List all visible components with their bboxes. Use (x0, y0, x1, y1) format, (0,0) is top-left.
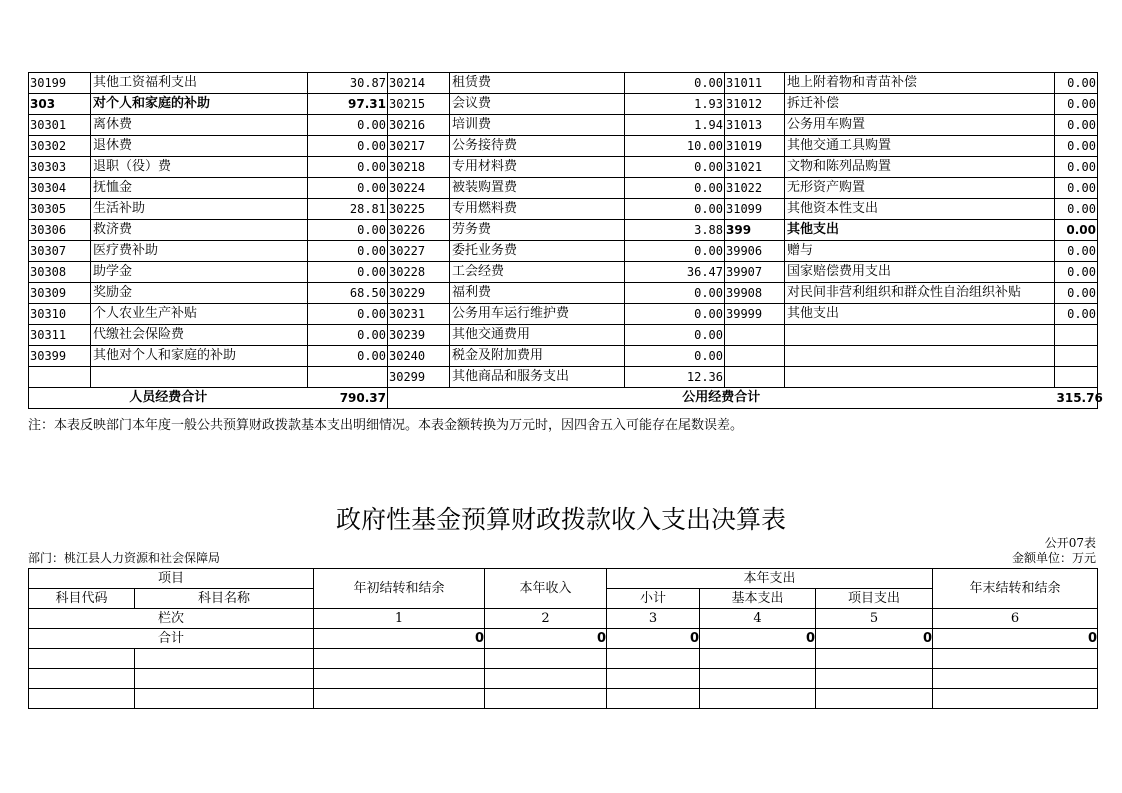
table-row (29, 220, 1098, 241)
table-note: 注：本表反映部门本年度一般公共预算财政拨款基本支出明细情况。本表金额转换为万元时，因四舍五入可能存在尾数误差。 (28, 418, 744, 433)
subject-code: 30229 (388, 283, 450, 304)
subject-code: 30309 (29, 283, 91, 304)
amount (308, 367, 388, 388)
subject-name: 福利费 (450, 283, 625, 304)
subject-code: 30231 (388, 304, 450, 325)
amount: 0.00 (1055, 157, 1098, 178)
header-subject-name: 科目名称 (135, 589, 314, 609)
subject-code: 30308 (29, 262, 91, 283)
total-value: 0 (485, 629, 607, 649)
table-row (29, 136, 1098, 157)
amount: 0.00 (1055, 178, 1098, 199)
amount: 0.00 (625, 304, 725, 325)
subject-code: 30305 (29, 199, 91, 220)
header-project: 项目支出 (816, 589, 933, 609)
amount: 0.00 (1055, 241, 1098, 262)
totals-row (29, 388, 1098, 409)
empty-row (29, 649, 1098, 669)
subject-code: 30299 (388, 367, 450, 388)
subject-code (725, 367, 785, 388)
table-row (29, 283, 1098, 304)
amount: 0.00 (625, 283, 725, 304)
subject-code (725, 325, 785, 346)
subject-name: 其他对个人和家庭的补助 (91, 346, 308, 367)
subject-code: 30301 (29, 115, 91, 136)
subject-name: 会议费 (450, 94, 625, 115)
subject-code: 30311 (29, 325, 91, 346)
amount: 0.00 (1055, 199, 1098, 220)
table-row (29, 73, 1098, 94)
total-value: 0 (700, 629, 816, 649)
subject-code: 39999 (725, 304, 785, 325)
amount: 0.00 (625, 199, 725, 220)
table-row (29, 241, 1098, 262)
table-row (29, 262, 1098, 283)
subject-name (785, 346, 1055, 367)
amount: 0.00 (308, 115, 388, 136)
subject-name: 个人农业生产补贴 (91, 304, 308, 325)
total-value: 0 (314, 629, 485, 649)
amount: 10.00 (625, 136, 725, 157)
amount: 0.00 (308, 304, 388, 325)
subject-code: 31099 (725, 199, 785, 220)
subject-name: 其他支出 (785, 220, 1055, 241)
amount (1055, 346, 1098, 367)
subject-code: 30228 (388, 262, 450, 283)
header-opening: 年初结转和结余 (314, 569, 485, 609)
subject-name: 培训费 (450, 115, 625, 136)
subject-code: 39907 (725, 262, 785, 283)
table-row (29, 115, 1098, 136)
amount: 0.00 (308, 241, 388, 262)
subject-name: 其他交通工具购置 (785, 136, 1055, 157)
amount: 0.00 (308, 262, 388, 283)
subject-name: 医疗费补助 (91, 241, 308, 262)
subject-code: 303 (29, 94, 91, 115)
subject-code: 30224 (388, 178, 450, 199)
amount: 0.00 (1055, 136, 1098, 157)
subject-name: 赠与 (785, 241, 1055, 262)
total-label: 合计 (29, 629, 314, 649)
subject-name: 其他支出 (785, 304, 1055, 325)
amount: 97.31 (308, 94, 388, 115)
subject-name: 救济费 (91, 220, 308, 241)
subject-code: 30240 (388, 346, 450, 367)
subject-name (785, 325, 1055, 346)
subject-name: 退职（役）费 (91, 157, 308, 178)
amount: 0.00 (308, 178, 388, 199)
subject-name: 租赁费 (450, 73, 625, 94)
amount: 36.47 (625, 262, 725, 283)
subject-code: 30399 (29, 346, 91, 367)
subject-name (91, 367, 308, 388)
department-label: 部门：桃江县人力资源和社会保障局 (28, 551, 221, 565)
amount: 0.00 (1055, 220, 1098, 241)
subject-code: 30215 (388, 94, 450, 115)
subject-code: 31013 (725, 115, 785, 136)
amount: 0.00 (1055, 73, 1098, 94)
subject-name: 专用材料费 (450, 157, 625, 178)
subject-code: 30216 (388, 115, 450, 136)
column-index: 2 (485, 609, 607, 629)
amount (1055, 325, 1098, 346)
amount: 0.00 (625, 73, 725, 94)
subject-code: 30214 (388, 73, 450, 94)
subject-code: 30303 (29, 157, 91, 178)
subject-code: 30199 (29, 73, 91, 94)
subject-code: 30218 (388, 157, 450, 178)
subject-code: 31021 (725, 157, 785, 178)
column-index: 6 (933, 609, 1098, 629)
subject-name: 其他商品和服务支出 (450, 367, 625, 388)
subject-code: 30226 (388, 220, 450, 241)
empty-row (29, 689, 1098, 709)
subject-name: 其他资本性支出 (785, 199, 1055, 220)
amount: 0.00 (1055, 94, 1098, 115)
amount: 0.00 (308, 325, 388, 346)
subject-name: 劳务费 (450, 220, 625, 241)
subject-name: 抚恤金 (91, 178, 308, 199)
header-expense: 本年支出 (607, 569, 933, 589)
table-row (29, 325, 1098, 346)
subject-code: 30304 (29, 178, 91, 199)
subject-name: 奖励金 (91, 283, 308, 304)
amount: 1.93 (625, 94, 725, 115)
basic-expense-table (28, 72, 1103, 409)
subject-code: 30217 (388, 136, 450, 157)
subject-code (29, 367, 91, 388)
form-number: 公开07表 (1044, 536, 1096, 550)
amount: 0.00 (625, 241, 725, 262)
column-index: 5 (816, 609, 933, 629)
header-subtotal: 小计 (607, 589, 700, 609)
subject-code: 30310 (29, 304, 91, 325)
subject-code: 31012 (725, 94, 785, 115)
subject-name: 其他工资福利支出 (91, 73, 308, 94)
subject-code: 30307 (29, 241, 91, 262)
subject-name: 被装购置费 (450, 178, 625, 199)
total-value: 0 (816, 629, 933, 649)
amount (1055, 367, 1098, 388)
subject-name: 专用燃料费 (450, 199, 625, 220)
subject-name: 其他交通费用 (450, 325, 625, 346)
table-row (29, 346, 1098, 367)
column-index: 1 (314, 609, 485, 629)
amount: 0.00 (1055, 115, 1098, 136)
amount: 0.00 (308, 220, 388, 241)
subject-name: 委托业务费 (450, 241, 625, 262)
subject-name: 代缴社会保险费 (91, 325, 308, 346)
column-index: 3 (607, 609, 700, 629)
total-value: 0 (607, 629, 700, 649)
header-subject-code: 科目代码 (29, 589, 135, 609)
subject-name: 工会经费 (450, 262, 625, 283)
amount: 1.94 (625, 115, 725, 136)
amount: 0.00 (1055, 304, 1098, 325)
subject-name: 国家赔偿费用支出 (785, 262, 1055, 283)
table-row (29, 367, 1098, 388)
amount: 0.00 (1055, 283, 1098, 304)
column-index-label: 栏次 (29, 609, 314, 629)
subject-name: 对民间非营利组织和群众性自治组织补贴 (785, 283, 1055, 304)
header-item: 项目 (29, 569, 314, 589)
table-row (29, 157, 1098, 178)
subject-code: 31011 (725, 73, 785, 94)
amount: 0.00 (625, 157, 725, 178)
subject-name: 公务用车购置 (785, 115, 1055, 136)
subject-code (725, 346, 785, 367)
amount: 0.00 (308, 346, 388, 367)
table-row (29, 199, 1098, 220)
table-row (29, 94, 1098, 115)
amount: 30.87 (308, 73, 388, 94)
subject-code: 399 (725, 220, 785, 241)
amount: 0.00 (625, 346, 725, 367)
empty-row (29, 669, 1098, 689)
amount: 0.00 (308, 157, 388, 178)
subject-name: 退休费 (91, 136, 308, 157)
amount: 3.88 (625, 220, 725, 241)
amount: 68.50 (308, 283, 388, 304)
subject-code: 39906 (725, 241, 785, 262)
subject-code: 30225 (388, 199, 450, 220)
amount: 0.00 (625, 178, 725, 199)
subject-name: 公务用车运行维护费 (450, 304, 625, 325)
table-row (29, 178, 1098, 199)
subject-code: 31019 (725, 136, 785, 157)
header-closing: 年末结转和结余 (933, 569, 1098, 609)
personnel-total-label: 人员经费合计 (29, 388, 308, 409)
total-row (29, 629, 1098, 649)
subject-code: 30302 (29, 136, 91, 157)
amount: 0.00 (1055, 262, 1098, 283)
subject-name: 地上附着物和青苗补偿 (785, 73, 1055, 94)
subject-name: 生活补助 (91, 199, 308, 220)
subject-code: 30227 (388, 241, 450, 262)
subject-name (785, 367, 1055, 388)
public-total-value: 315.76 (1055, 388, 1098, 409)
page-title: 政府性基金预算财政拨款收入支出决算表 (335, 505, 786, 534)
total-value: 0 (933, 629, 1098, 649)
column-index: 4 (700, 609, 816, 629)
subject-name: 拆迁补偿 (785, 94, 1055, 115)
amount-unit: 金额单位：万元 (1011, 551, 1096, 565)
header-income: 本年收入 (485, 569, 607, 609)
personnel-total-value: 790.37 (308, 388, 388, 409)
subject-name: 助学金 (91, 262, 308, 283)
subject-name: 无形资产购置 (785, 178, 1055, 199)
subject-code: 31022 (725, 178, 785, 199)
table-row (29, 304, 1098, 325)
subject-name: 税金及附加费用 (450, 346, 625, 367)
subject-name: 对个人和家庭的补助 (91, 94, 308, 115)
amount: 12.36 (625, 367, 725, 388)
amount: 28.81 (308, 199, 388, 220)
subject-name: 文物和陈列品购置 (785, 157, 1055, 178)
column-index-row (29, 609, 1098, 629)
amount: 0.00 (625, 325, 725, 346)
subject-code: 30239 (388, 325, 450, 346)
subject-code: 39908 (725, 283, 785, 304)
fund-budget-table (28, 568, 1098, 709)
header-basic: 基本支出 (700, 589, 816, 609)
subject-code: 30306 (29, 220, 91, 241)
public-total-label: 公用经费合计 (388, 388, 1055, 409)
subject-name: 公务接待费 (450, 136, 625, 157)
amount: 0.00 (308, 136, 388, 157)
subject-name: 离休费 (91, 115, 308, 136)
